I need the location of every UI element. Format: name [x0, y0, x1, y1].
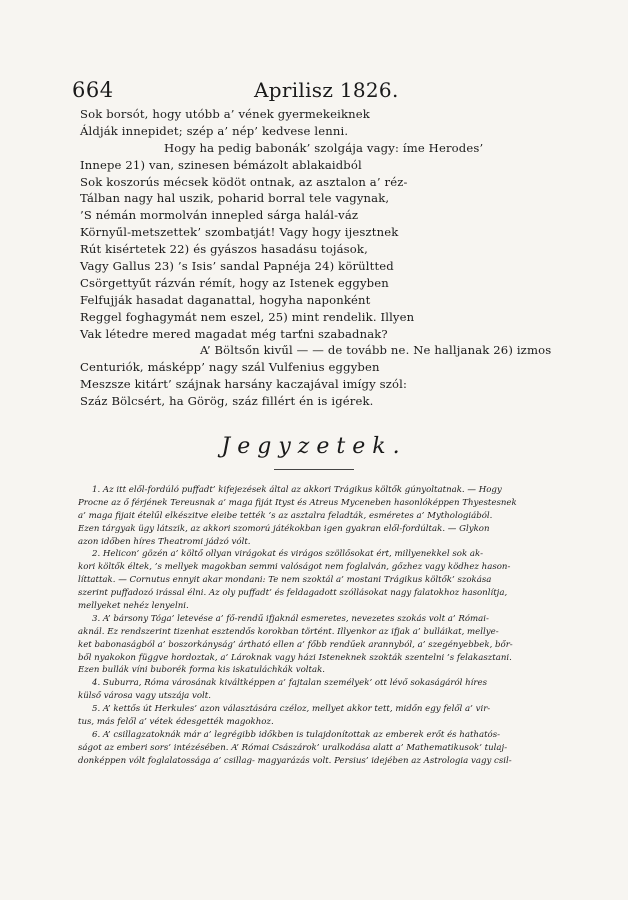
- footnote-line: 2. Helicon’ gözén a’ költő ollyan virágokat és virágos szöllősokat ért, millyenekkel sok ak-: [92, 549, 483, 560]
- footnote: [78, 613, 572, 677]
- footnote-line: 4. Suburra, Róma városának kiváltképpen a’ fajtalan személyek’ ott lévő sokaságáról híres: [92, 678, 488, 689]
- footnote-line: szerint puffadozó irással élni. Az oly puffadt’ és feldagadott szóllásokat nagy falatokhoz hasonlítja,: [78, 588, 508, 599]
- verse-line: Felfujják hasadat daganattal, hogyha naponként: [80, 292, 371, 307]
- page-number: 664: [72, 78, 114, 102]
- verse-line: Száz Bölcsért, ha Görög, száz fillért én is igérek.: [80, 394, 374, 409]
- footnote-line: ságot az emberi sors’ intézésében. A’ Római Császárok’ uralkodása alatt a’ Mathematikusok’ tulaj-: [78, 742, 508, 753]
- footnote-line: 1. Az itt elől-fordúló puffadt’ kifejezések által az akkori Trágikus költők gúnyoltatnak. — Hogy: [92, 485, 502, 495]
- footnote: [78, 703, 572, 729]
- footnote-line: ket babonaságból a’ boszorkányság’ ártható ellen a’ főbb rendűek arannyból, a’ szegényebbek, bőr-: [78, 639, 513, 650]
- verse-line: Tálban nagy hal uszik, poharid borral tele vagynak,: [80, 191, 390, 206]
- verse-line: Rút kisértetek 22) és gyászos hasadásu tojások,: [80, 242, 368, 257]
- footnote-line: külső városa vagy utszája volt.: [78, 691, 211, 702]
- footnote: [78, 729, 572, 768]
- footnote-line: ből nyakokon függve hordoztak, a’ Lároknak vagy házi Isteneknek szokták szentelni ’s felakasztani.: [78, 652, 512, 663]
- verse-line: Sok borsót, hogy utóbb a’ vének gyermekeiknek: [80, 107, 370, 121]
- verse-line: Vagy Gallus 23) ’s Isis’ sandal Papnéja 24) körültted: [80, 259, 394, 274]
- footnote-line: 3. A’ bársony Tóga’ letevése a’ fő-rendű ifjaknál esmeretes, nevezetes szokás volt a’ Római-: [92, 613, 489, 624]
- verse-line: Csörgettyűt rázván rémít, hogy az Istenek eggyben: [80, 275, 389, 290]
- verse-line: Sok koszorús mécsek ködöt ontnak, az asztalon a’ réz-: [80, 174, 408, 189]
- footnote: [78, 677, 572, 703]
- verse-line: Meszsze kitárt’ szájnak harsány kaczajával imígy szól:: [80, 377, 408, 392]
- verse-line: Áldják innepidet; szép a’ nép’ kedvese lenni.: [80, 123, 349, 138]
- verse-line: ’S némán mormolván innepled sárga halál-váz: [80, 208, 359, 223]
- verse-line: A’ Böltsőn kivűl — — de tovább ne. Ne halljanak 26) izmos: [200, 343, 552, 358]
- verse-line: Környűl-metszettek’ szombatját! Vagy hogy ijesztnek: [80, 225, 399, 240]
- footnote-line: Procne az ő férjének Tereusnak a’ maga fiját Ityst és Atreus Myceneben hasonlóképpen Thyestesnek: [78, 497, 517, 508]
- footnote-line: 6. A’ csillagzatoknák már a’ legrégibb időkben is tulajdonítottak az emberek erőt és hathatós-: [92, 729, 501, 740]
- page-header: [72, 78, 572, 104]
- footnote-line: azon időben híres Theatromi jádzó vólt.: [78, 536, 251, 547]
- notes-heading: Jegyzetek.: [221, 434, 407, 459]
- footnote-line: Ezen tárgyak ügy látszik, az akkori szomorú játékokban igen gyakran elől-fordúltak. — Glykon: [78, 523, 490, 534]
- footnotes: [78, 484, 572, 768]
- footnote: [78, 548, 572, 612]
- footnote-line: donképpen vólt foglalatossága a’ csillag- magyarázás volt. Persius’ idejében az Astrologia vagy csil-: [78, 755, 512, 766]
- footnote-line: Ezen bullák víni buborék forma kis iskatuláchkák voltak.: [78, 665, 326, 676]
- verse-line: Vak létedre mered magadat még tarťni szabadnak?: [80, 326, 388, 341]
- heading-divider: [274, 469, 354, 470]
- footnote-line: líttattak. — Cornutus ennyit akar mondani: Te nem szoktál a’ mostani Trágikus költők’ szokása: [78, 575, 492, 586]
- verse-line: Reggel foghagymát nem eszel, 25) mint rendelik. Illyen: [80, 309, 415, 324]
- footnote-line: kori költők éltek, ’s mellyek magokban semmi valóságot nem foglalván, gőzhez vagy ködhez hason-: [78, 562, 511, 573]
- footnote-line: 5. A’ kettős út Herkules’ azon választására czéloz, mellyet akkor tett, midőn egy felől a’ vir-: [92, 704, 491, 715]
- running-title: Aprilisz 1826.: [254, 78, 399, 102]
- verse-line: Innepe 21) van, szinesen bémázolt ablakaidból: [80, 157, 362, 172]
- footnote-line: mellyeket nehéz lenyelni.: [78, 601, 189, 612]
- footnote: [78, 484, 572, 548]
- footnote-line: a’ maga fijait ételűl elkészitve eleibe tették ’s az asztalra feladták, esméretes a’ Mythologiából.: [78, 510, 493, 521]
- poem-text: [80, 106, 560, 410]
- verse-line: Hogy ha pedig babonák’ szolgája vagy: íme Herodes’: [164, 140, 484, 155]
- footnote-line: tus, más felől a’ vétek édesgették magokhoz.: [78, 717, 274, 728]
- verse-line: Centuriók, másképp’ nagy szál Vulfenius eggyben: [80, 360, 380, 375]
- footnote-line: aknál. Ez rendszerint tizenhat esztendős korokban történt. Illyenkor az ifjak a’ bulláikat, mellye-: [78, 626, 499, 637]
